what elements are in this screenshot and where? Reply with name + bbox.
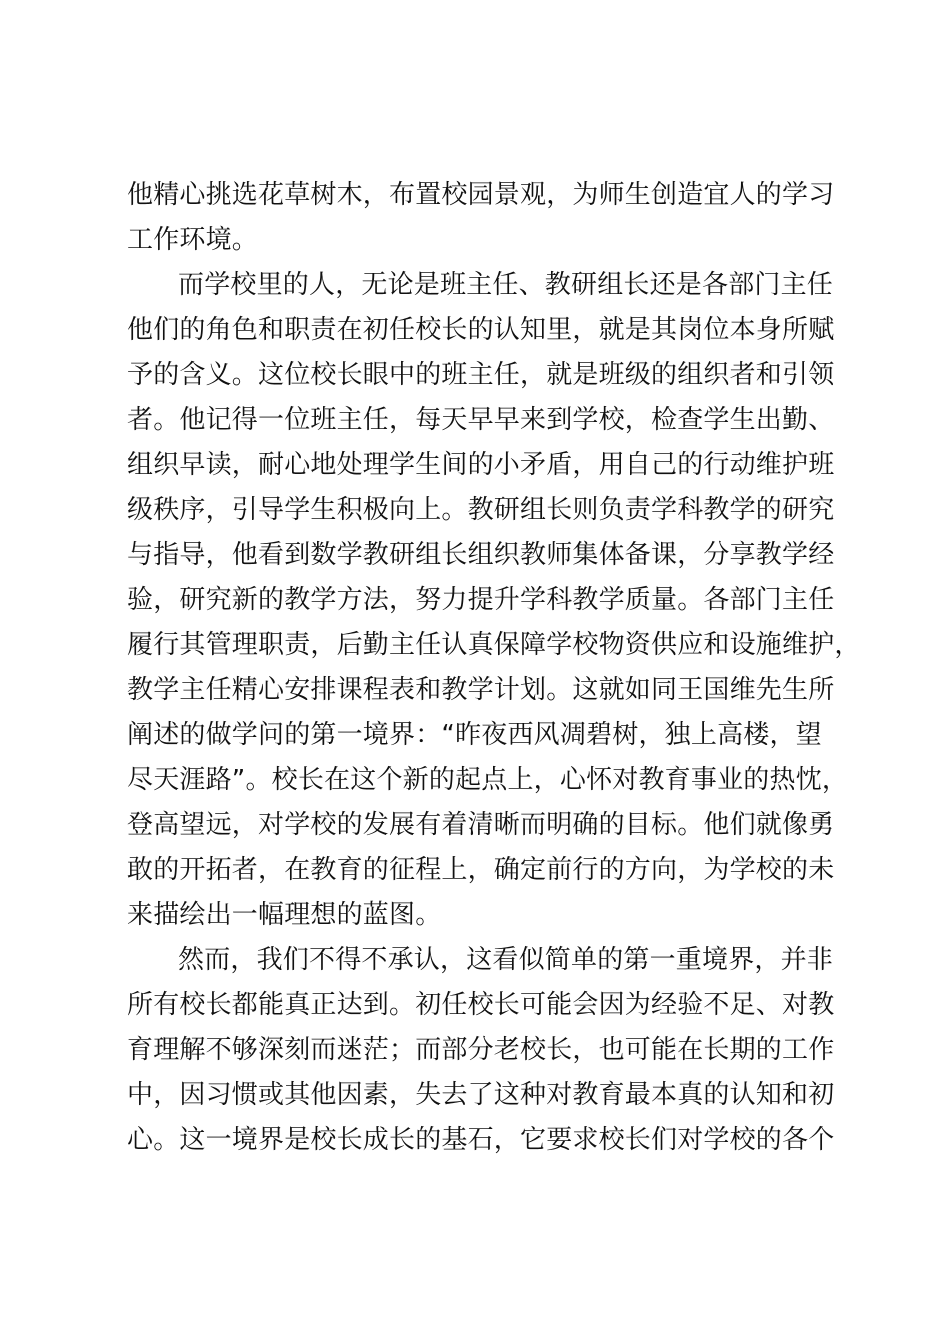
text-line: 级秩序，引导学生积极向上。教研组长则负责学科教学的研究	[127, 495, 835, 525]
text-line: 登高望远，对学校的发展有着清晰而明确的目标。他们就像勇	[127, 810, 835, 840]
text-line: 中，因习惯或其他因素，失去了这种对教育最本真的认知和初	[127, 1080, 835, 1110]
paragraph-start-line: 而学校里的人，无论是班主任、教研组长还是各部门主任	[178, 270, 834, 300]
text-line: 他们的角色和职责在初任校长的认知里，就是其岗位本身所赋	[127, 315, 835, 345]
paragraph-start-line: 然而，我们不得不承认，这看似简单的第一重境界，并非	[178, 945, 834, 975]
text-line: 尽天涯路”。校长在这个新的起点上，心怀对教育事业的热忱，	[127, 765, 849, 795]
text-line: 履行其管理职责，后勤主任认真保障学校物资供应和设施维护，	[127, 630, 861, 660]
text-line: 育理解不够深刻而迷茫；而部分老校长，也可能在长期的工作	[127, 1035, 835, 1065]
text-line: 来描绘出一幅理想的蓝图。	[127, 900, 442, 930]
text-line: 阐述的做学问的第一境界：“昨夜西风凋碧树，独上高楼，望	[127, 720, 822, 750]
text-line: 组织早读，耐心地处理学生间的小矛盾，用自己的行动维护班	[127, 450, 835, 480]
text-line: 与指导，他看到数学教研组长组织教师集体备课，分享教学经	[127, 540, 835, 570]
text-line: 敢的开拓者，在教育的征程上，确定前行的方向，为学校的未	[127, 855, 835, 885]
text-line: 所有校长都能真正达到。初任校长可能会因为经验不足、对教	[127, 990, 835, 1020]
text-line: 教学主任精心安排课程表和教学计划。这就如同王国维先生所	[127, 675, 835, 705]
text-line: 者。他记得一位班主任，每天早早来到学校，检查学生出勤、	[127, 405, 835, 435]
text-line: 予的含义。这位校长眼中的班主任，就是班级的组织者和引领	[127, 360, 835, 390]
text-line: 验，研究新的教学方法，努力提升学科教学质量。各部门主任	[127, 585, 835, 615]
text-line: 心。这一境界是校长成长的基石，它要求校长们对学校的各个	[127, 1125, 835, 1155]
text-line: 他精心挑选花草树木，布置校园景观，为师生创造宜人的学习	[127, 180, 835, 210]
text-line: 工作环境。	[127, 225, 259, 255]
